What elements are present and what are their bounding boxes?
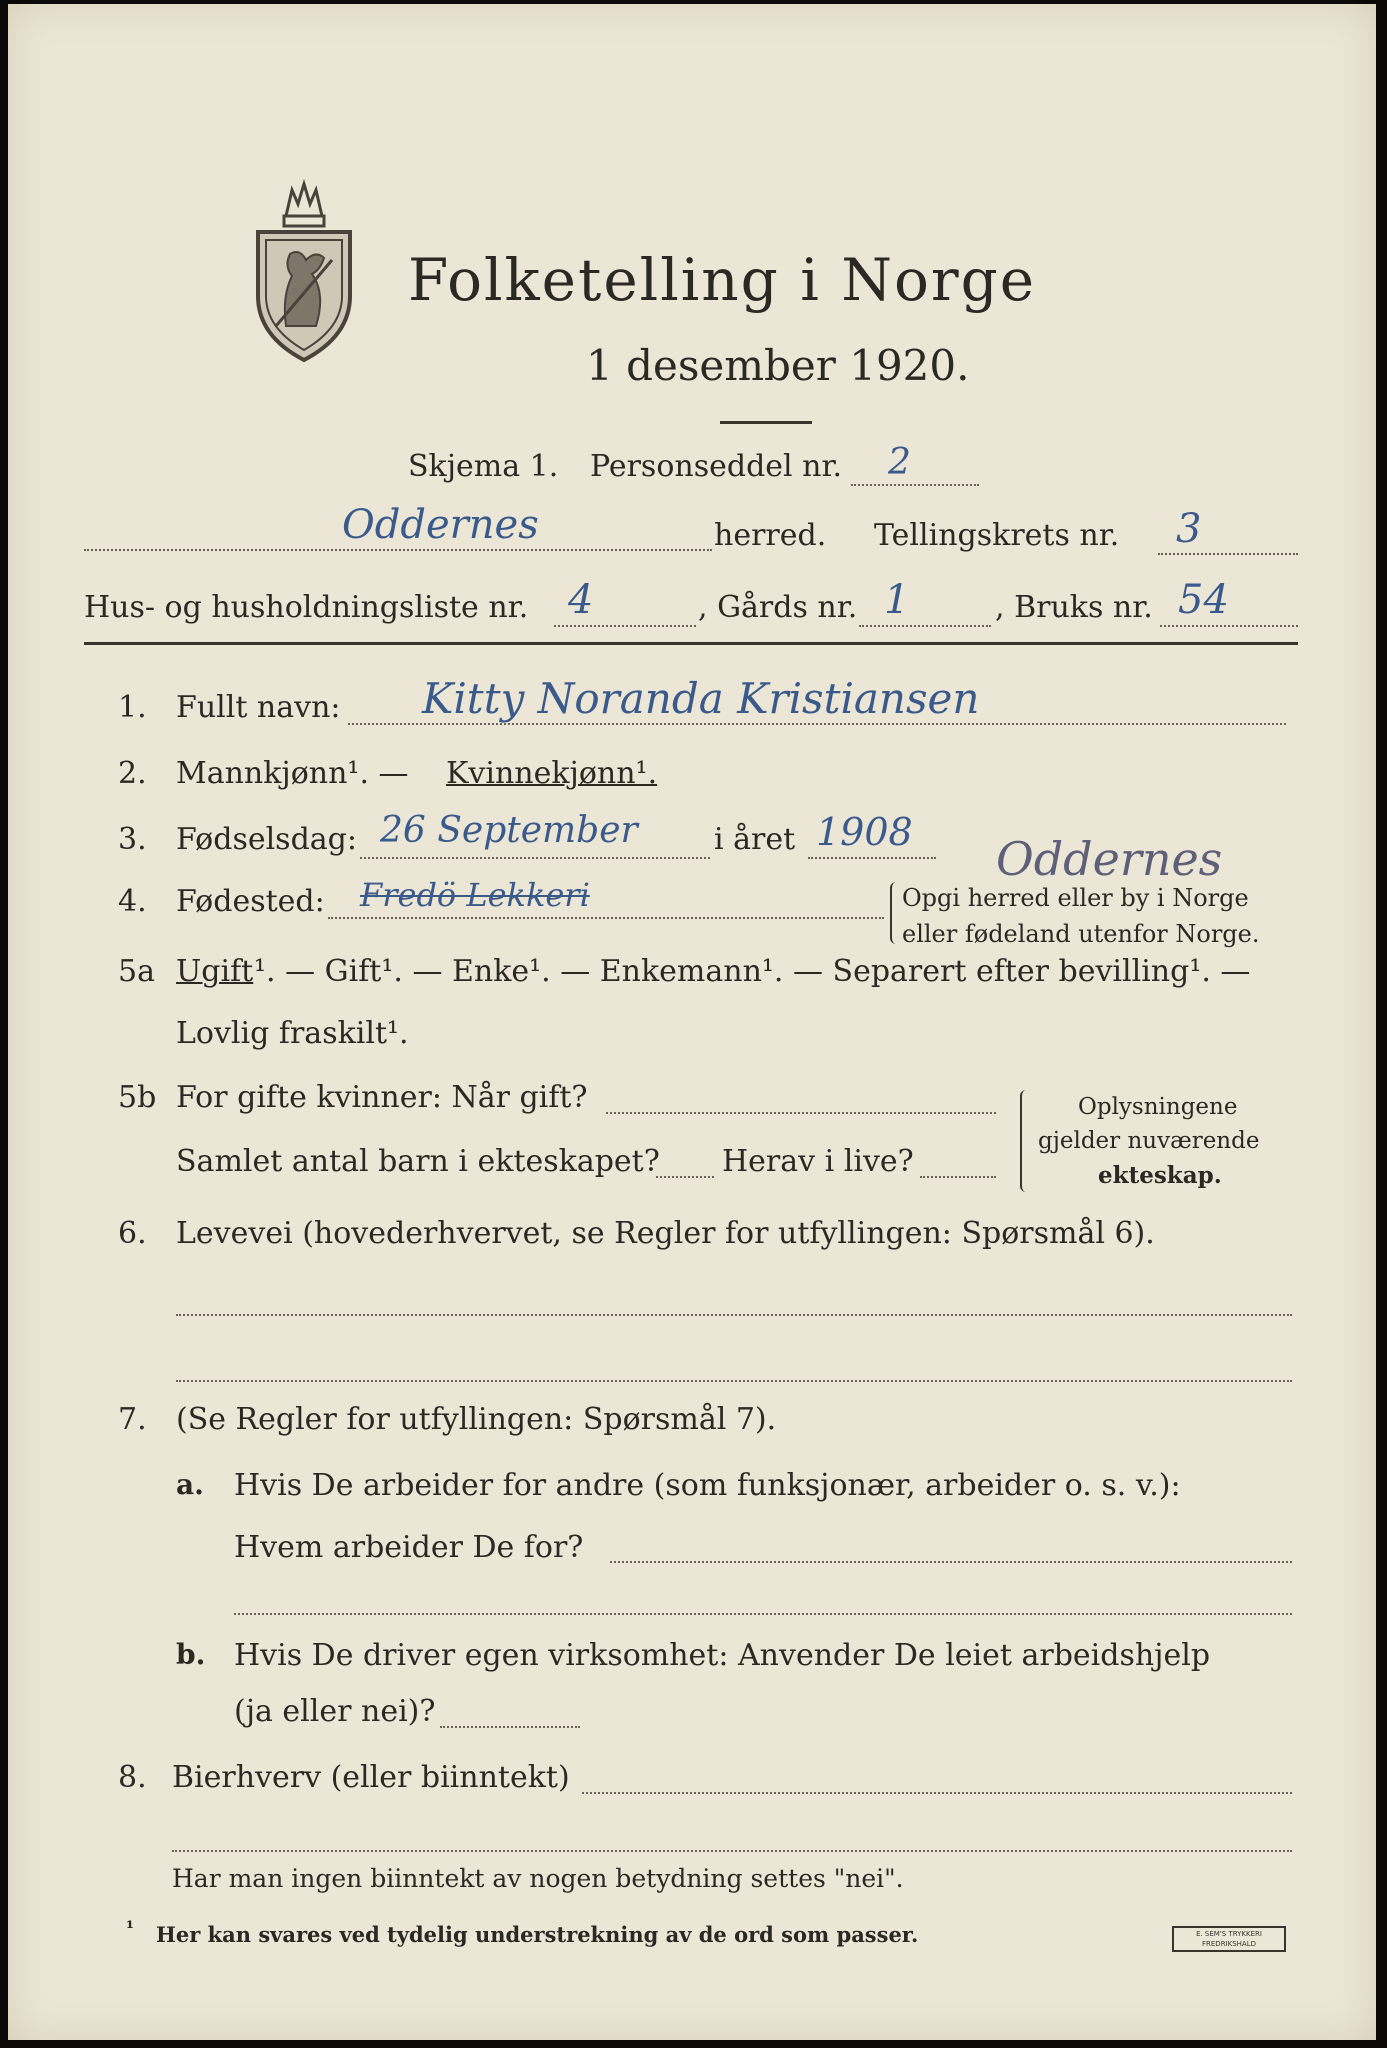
herred-label: herred.: [714, 518, 827, 553]
birthplace-field[interactable]: [328, 917, 884, 919]
q3-number: 3.: [118, 822, 147, 857]
hired-help-field[interactable]: [440, 1726, 580, 1728]
gards-field[interactable]: [859, 625, 991, 627]
header-divider: [84, 642, 1298, 645]
side-income-note: Har man ingen biinntekt av nogen betydning settes "nei".: [172, 1864, 904, 1893]
q4-label: Fødested:: [176, 884, 325, 919]
birthplace-note-brace: [890, 882, 900, 944]
children-total-field[interactable]: [656, 1176, 714, 1178]
marriage-note-line1: Oplysningene: [1078, 1094, 1238, 1120]
birthplace-annotation: Oddernes: [996, 832, 1223, 886]
q6-number: 6.: [118, 1216, 147, 1251]
hus-label: Hus- og husholdningsliste nr.: [84, 590, 529, 625]
q5b-number: 5b: [118, 1080, 157, 1115]
marriage-note-line3: ekteskap.: [1098, 1162, 1222, 1189]
q5a-number: 5a: [118, 954, 155, 989]
title-divider: [720, 421, 812, 424]
q7-number: 7.: [118, 1402, 147, 1437]
census-form-page: [8, 4, 1376, 2040]
tellingskrets-label: Tellingskrets nr.: [874, 518, 1120, 553]
hus-value: 4: [568, 577, 594, 623]
full-name-field[interactable]: [348, 723, 1286, 725]
q1-number: 1.: [118, 690, 147, 725]
birthday-value: 26 September: [380, 810, 638, 851]
tellingskrets-value: 3: [1176, 506, 1202, 552]
gards-label: , Gårds nr.: [698, 590, 858, 625]
full-name-value: Kitty Noranda Kristiansen: [422, 674, 980, 723]
q4-number: 4.: [118, 884, 147, 919]
side-income-label: Bierhverv (eller biinntekt): [172, 1760, 570, 1795]
form-title: Folketelling i Norge: [408, 246, 1037, 314]
personseddel-label: Personseddel nr.: [590, 449, 843, 484]
schema-label: Skjema 1.: [408, 449, 559, 484]
birthday-field[interactable]: [360, 857, 710, 859]
marriage-note-line2: gjelder nuværende: [1038, 1128, 1260, 1154]
q2-number: 2.: [118, 756, 147, 791]
census-date: 1 desember 1920.: [586, 341, 970, 390]
bruks-label: , Bruks nr.: [995, 590, 1153, 625]
gender-male-option[interactable]: Mannkjønn¹. —: [176, 756, 409, 791]
printer-stamp: E. SEM'S TRYKKERI FREDRIKSHALD: [1172, 1926, 1286, 1952]
birth-year-field[interactable]: [808, 857, 936, 859]
hus-field[interactable]: [554, 625, 696, 627]
birthplace-note-line1: Opgi herred eller by i Norge: [902, 884, 1249, 912]
married-when-label: For gifte kvinner: Når gift?: [176, 1080, 588, 1115]
q1-label: Fullt navn:: [176, 690, 341, 725]
occupation-field-2[interactable]: [176, 1380, 1292, 1382]
year-label: i året: [714, 822, 796, 857]
marital-options[interactable]: ¹. — Gift¹. — Enke¹. — Enkemann¹. — Separert efter bevilling¹. —: [254, 954, 1251, 989]
occupation-label: Levevei (hovederhvervet, se Regler for utfyllingen: Spørsmål 6).: [176, 1216, 1155, 1251]
employer-field-1[interactable]: [610, 1561, 1292, 1563]
q7a-letter: a.: [176, 1468, 204, 1501]
children-alive-label: Herav i live?: [722, 1144, 914, 1179]
birthplace-note-line2: eller fødeland utenfor Norge.: [902, 920, 1260, 948]
occupation-field-1[interactable]: [176, 1314, 1292, 1316]
birth-year-value: 1908: [816, 810, 913, 854]
marriage-note-brace: [1020, 1090, 1030, 1192]
q7b-question: Hvis De driver egen virksomhet: Anvender De leiet arbeidshjelp: [234, 1638, 1211, 1673]
children-alive-field[interactable]: [920, 1176, 996, 1178]
gender-female-option[interactable]: Kvinnekjønn¹.: [446, 756, 658, 791]
birthplace-value: Fredö Lekkeri: [360, 876, 590, 914]
marital-divorced-option[interactable]: Lovlig fraskilt¹.: [176, 1016, 409, 1051]
bruks-value: 54: [1178, 577, 1229, 623]
footnote-mark: ¹: [126, 1918, 134, 1939]
personseddel-field[interactable]: [851, 484, 979, 486]
q7a-question: Hvis De arbeider for andre (som funksjonær, arbeider o. s. v.):: [234, 1468, 1181, 1503]
marital-ugift-option[interactable]: Ugift: [176, 954, 254, 989]
employer-label: Hvem arbeider De for?: [234, 1530, 584, 1565]
hired-help-label: (ja eller nei)?: [234, 1694, 436, 1729]
q3-label: Fødselsdag:: [176, 822, 357, 857]
q7-label: (Se Regler for utfyllingen: Spørsmål 7).: [176, 1402, 777, 1437]
bruks-field[interactable]: [1160, 625, 1298, 627]
children-total-label: Samlet antal barn i ekteskapet?: [176, 1144, 660, 1179]
employer-field-2[interactable]: [234, 1613, 1292, 1615]
q7b-letter: b.: [176, 1638, 206, 1671]
footnote-text: Her kan svares ved tydelig understrekning av de ord som passer.: [156, 1922, 919, 1947]
norwegian-coat-of-arms-icon: [246, 176, 362, 366]
herred-value: Oddernes: [342, 502, 539, 548]
tellingskrets-field[interactable]: [1158, 553, 1298, 555]
side-income-field-1[interactable]: [582, 1792, 1292, 1794]
herred-field[interactable]: [84, 549, 712, 551]
side-income-field-2[interactable]: [172, 1850, 1292, 1852]
married-when-field[interactable]: [606, 1112, 996, 1114]
gards-value: 1: [884, 577, 910, 623]
personseddel-value: 2: [888, 442, 911, 483]
q8-number: 8.: [118, 1760, 147, 1795]
